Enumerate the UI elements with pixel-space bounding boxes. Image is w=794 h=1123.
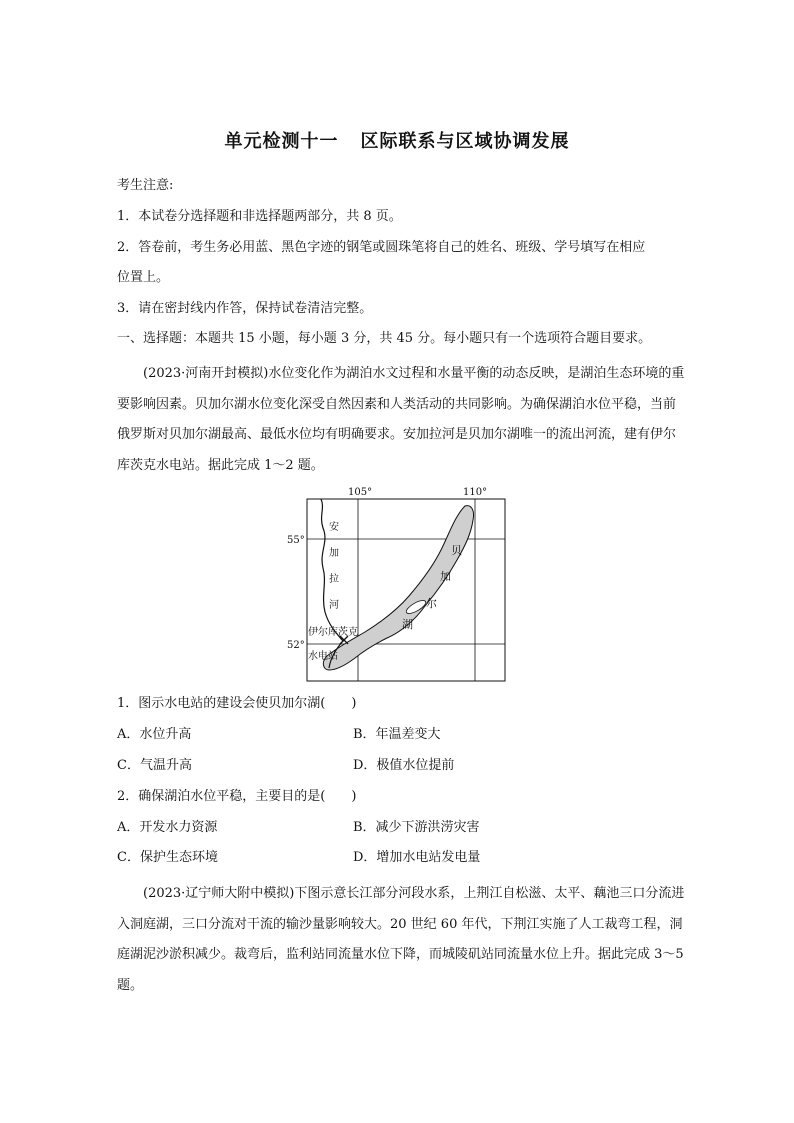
- passage-2: (2023·辽宁师大附中模拟)下图示意长江部分河段水系，上荆江自松滋、太平、藕池三口分流进入洞庭湖，三口分流对干流的输沙量影响较大。20 世纪 60 年代，下荆江实施了人工裁弯工程，洞庭湖泥沙淤积减少。裁弯后，监利站同流量水位下降，而城陵矶站同流量水位上升。据此完成 3～5 题。: [117, 886, 685, 993]
- lake-char-4: 湖: [402, 618, 413, 631]
- question-1-stem: 1．图示水电站的建设会使贝加尔湖( ): [117, 696, 357, 711]
- river-char-1: 安: [329, 522, 339, 533]
- station-label-2: 水电站: [308, 651, 338, 662]
- label-52: 52°: [287, 640, 305, 651]
- note-2-line-1: 2．答卷前，考生务必用蓝、黑色字迹的钢笔或圆珠笔将自己的姓名、班级、学号填写在相应: [117, 240, 646, 255]
- section-heading: 一、选择题：本题共 15 小题，每小题 3 分，共 45 分。每小题只有一个选项符合题目要求。: [117, 331, 652, 346]
- title-part-2: 区际联系与区域协调发展: [360, 131, 570, 152]
- label-55: 55°: [287, 535, 305, 546]
- lake-char-2: 加: [440, 570, 451, 583]
- lake-char-1: 贝: [451, 544, 462, 557]
- river-char-2: 加: [329, 548, 339, 559]
- q1-option-a[interactable]: A．水位升高: [117, 727, 192, 742]
- q2-option-d[interactable]: D．增加水电站发电量: [353, 850, 481, 865]
- question-2-stem: 2．确保湖泊水位平稳，主要目的是( ): [117, 789, 357, 804]
- note-2-line-2: 位置上。: [117, 270, 170, 285]
- label-110: 110°: [463, 487, 488, 498]
- passage-1: (2023·河南开封模拟)水位变化作为湖泊水文过程和水量平衡的动态反映，是湖泊生态环境的重要影响因素。贝加尔湖水位变化深受自然因素和人类活动的共同影响。为确保湖泊水位平稳，当前俄罗斯对贝加尔湖最高、最低水位均有明确要求。安加拉河是贝加尔湖唯一的流出河流，建有伊尔库茨克水电站。据此完成 1～2 题。: [117, 366, 685, 473]
- notes-heading: 考生注意:: [117, 178, 174, 193]
- lake-char-3: 尔: [426, 597, 437, 610]
- q2-option-c[interactable]: C．保护生态环境: [117, 850, 218, 865]
- lake-baikal: [323, 506, 473, 670]
- q2-option-a[interactable]: A．开发水力资源: [117, 820, 218, 835]
- q1-option-c[interactable]: C．气温升高: [117, 758, 192, 773]
- river-char-4: 河: [329, 600, 339, 611]
- q2-option-b[interactable]: B．减少下游洪涝灾害: [353, 820, 480, 835]
- station-label-1: 伊尔库茨克: [308, 627, 358, 638]
- q1-option-b[interactable]: B．年温差变大: [353, 727, 441, 742]
- note-3: 3．请在密封线内作答，保持试卷清洁完整。: [117, 301, 373, 316]
- label-105: 105°: [348, 487, 373, 498]
- q1-option-d[interactable]: D．极值水位提前: [353, 758, 455, 773]
- title-part-1: 单元检测十一: [224, 131, 339, 152]
- baikal-map: [285, 486, 525, 686]
- page-title: [0, 127, 794, 153]
- river-char-3: 拉: [329, 574, 339, 585]
- note-1: 1．本试卷分选择题和非选择题两部分，共 8 页。: [117, 209, 402, 224]
